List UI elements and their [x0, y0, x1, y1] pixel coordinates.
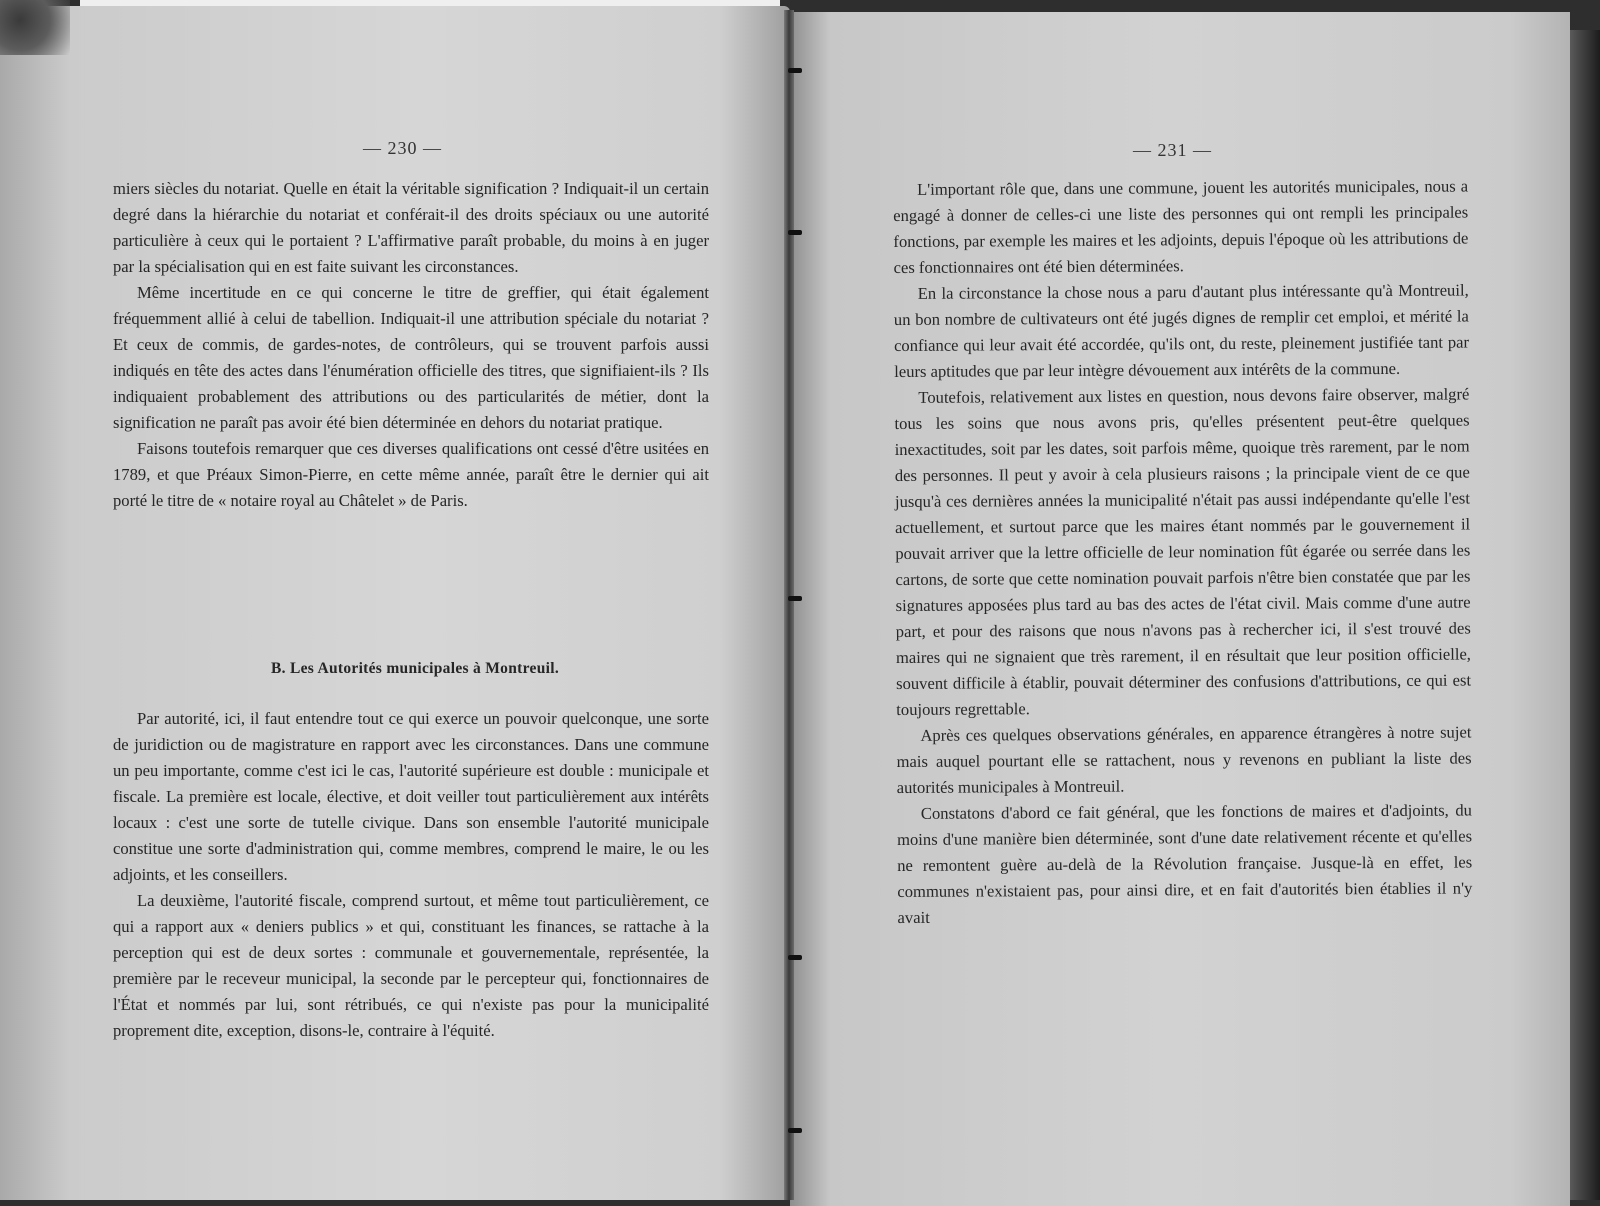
paragraph: Faisons toutefois remarquer que ces diverses qualifications ont cessé d'être usitées en 1789, et que Préaux Simon-Pierre, en cette même année, paraît être le dernier qui ait porté le titre de « notaire royal au Châtelet » de Paris.: [113, 439, 709, 510]
right-page-number: — 231 —: [1133, 140, 1212, 160]
right-page-body: [893, 173, 1473, 930]
paragraph: Après ces quelques observations générales, en apparence étrangères à notre sujet mais auquel pourtant elle se rattachent, nous y revenons en publiant la liste des autorités municipales à Montreuil.: [896, 722, 1472, 797]
binding-stitch: [788, 596, 802, 601]
left-page-number: — 230 —: [363, 138, 442, 158]
paragraph: Constatons d'abord ce fait général, que les fonctions de maires et d'adjoints, du moins d'une manière bien déterminée, sont d'une date relativement récente et qu'elles ne remontent guère au-delà de la Révolution française. Jusque-là en effet, les communes n'existaient pas, pour ainsi dire, et en fait d'autorités bien établies il n'y avait: [896, 800, 1473, 927]
left-page-body: [113, 176, 709, 514]
binding-stitch: [788, 955, 802, 960]
paragraph: Même incertitude en ce qui concerne le titre de greffier, qui était également fréquemment allié à celui de tabellion. Indiquait-il une attribution spéciale du notariat ? Et ceux de commis, de gardes-notes, de contrôleurs, qui se trouvent parfois aussi indiqués en tête des actes dans l'énumération officielle des titres, que signifiaient-ils ? Ils indiquaient probablement des attributions ou des particularités de métier, dont la signification ne paraît pas avoir été bien déterminée en dehors du notariat pratique.: [113, 283, 709, 432]
binding-stitch: [788, 230, 802, 235]
paragraph: Par autorité, ici, il faut entendre tout ce qui exerce un pouvoir quelconque, une sorte de juridiction ou de magistrature en rapport avec les circonstances. Dans une commune un peu importante, comme c'est ici le cas, l'autorité supérieure est double : municipale et fiscale. La première est locale, élective, et doit veiller tout particulièrement aux intérêts locaux : c'est une sorte de tutelle civique. Dans son ensemble l'autorité municipale constitue une sorte d'administration qui, comme membres, comprend le maire, le ou les adjoints, et les conseillers.: [113, 709, 709, 884]
book-spine: [784, 10, 794, 1200]
binding-stitch: [788, 68, 802, 73]
paragraph: La deuxième, l'autorité fiscale, comprend surtout, et même tout particulièrement, ce qui a rapport aux « deniers publics » et qui, constituant les finances, se rattache à la perception qui est de deux sortes : communale et gouvernementale, représentée, la première par le receveur municipal, la seconde par le percepteur qui, fonctionnaires de l'État et nommés par lui, sont rétribués, ce qui n'existe pas pour la municipalité proprement dite, exception, disons-le, contraire à l'équité.: [113, 891, 709, 1040]
book-edge: [1570, 30, 1600, 1200]
paragraph: Toutefois, relativement aux listes en question, nous devons faire observer, malgré tous les soins que nous avons pris, qu'elles présentent peut-être quelques inexactitudes, soit par les dates, soit parfois même, quoique très rarement, par le nom des personnes. Il peut y avoir à cela plusieurs raisons ; la principale vient de ce que jusqu'à ces dernières années la municipalité n'était pas aussi indépendante qu'elle l'est actuellement, et surtout parce que les maires étant nommés par le gouvernement il pouvait arriver que la lettre officielle de leur nomination fût égarée ou serrée dans les cartons, de sorte que cette nomination pouvait parfois n'être bien constatée que par les signatures apposées plus tard au bas des actes de l'état civil. Mais comme d'une autre part, et pour des raisons que nous n'avons pas à rechercher ici, il s'est trouvé des maires qui ne signaient que très rarement, il en résultait que leur position officielle, souvent difficile à établir, pouvait déterminer des confusions d'attributions, ce qui est toujours regrettable.: [894, 384, 1472, 719]
paragraph: miers siècles du notariat. Quelle en était la véritable signification ? Indiquait-il un certain degré dans la hiérarchie du notariat et conférait-il des droits spéciaux ou une autorité particulière à ceux qui le portaient ? L'affirmative paraît probable, du moins à en juger par la spécialisation qui en est faite suivant les circonstances.: [113, 179, 709, 276]
section-heading: B. Les Autorités municipales à Montreuil.: [271, 660, 559, 677]
paragraph: L'important rôle que, dans une commune, jouent les autorités municipales, nous a engagé à donner de celles-ci une liste des personnes qui ont rempli les principales fonctions, par exemple les maires et les adjoints, depuis l'époque où les attributions de ces fonctionnaires ont été bien déterminées.: [893, 176, 1469, 277]
paragraph: En la circonstance la chose nous a paru d'autant plus intéressante qu'à Montreuil, un bon nombre de cultivateurs ont été jugés dignes de remplir cet emploi, et mérité la confiance qui leur avait été accordée, qu'ils ont, du reste, pleinement justifiée tant par leurs aptitudes que par leur intègre dévouement aux intérêts de la commune.: [893, 280, 1470, 381]
page-corner-shadow: [0, 0, 70, 55]
left-page-section-body: [113, 706, 709, 1044]
binding-stitch: [788, 1128, 802, 1133]
